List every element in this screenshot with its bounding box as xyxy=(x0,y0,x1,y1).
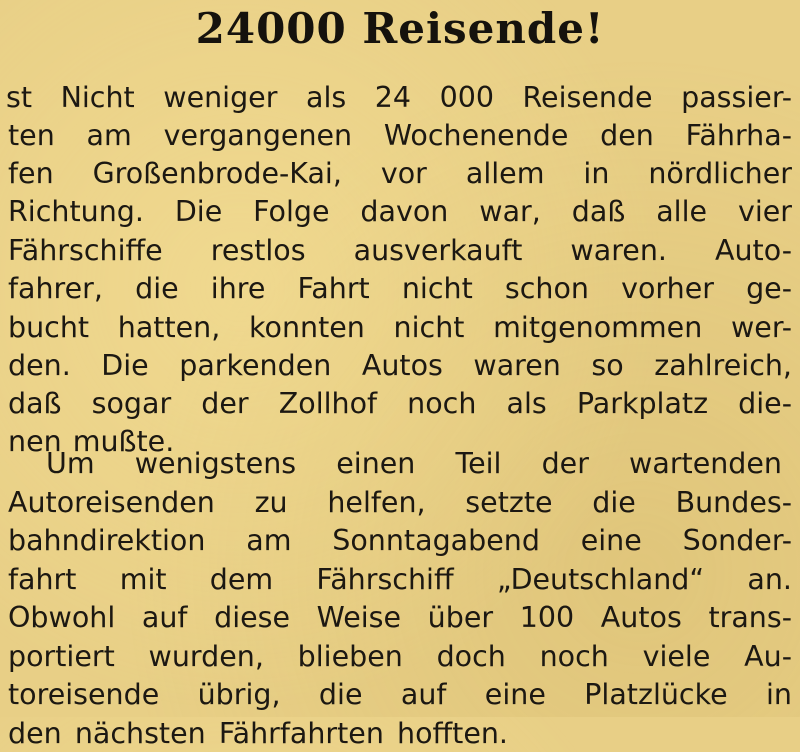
text-line: Autoreisenden zu helfen, setzte die Bundes- xyxy=(8,485,792,519)
text-line: Um wenigstens einen Teil der wartenden xyxy=(46,447,782,480)
text-line: daß sogar der Zollhof noch als Parkplatz die- xyxy=(8,387,792,420)
text-line: bucht hatten, konnten nicht mitgenommen wer- xyxy=(8,311,792,344)
text-line: ten am vergangenen Wochenende den Fährha- xyxy=(8,119,792,152)
text-line: fahrt mit dem Fährschiff „Deutschland“ an. xyxy=(8,562,792,596)
text-line: toreisende übrig, die auf eine Platzlücke in xyxy=(8,678,792,711)
article-headline: 24000 Reisende! xyxy=(195,4,605,53)
text-line: st Nicht weniger als 24 000 Reisende passier- xyxy=(6,81,792,114)
text-line: fahrer, die ihre Fahrt nicht schon vorher ge- xyxy=(8,272,792,305)
text-line: Richtung. Die Folge davon war, daß alle vier xyxy=(8,195,792,228)
text-line: Obwohl auf diese Weise über 100 Autos trans- xyxy=(8,601,792,634)
text-line: den. Die parkenden Autos waren so zahlreich, xyxy=(8,349,792,382)
text-line: portiert wurden, blieben doch noch viele Au- xyxy=(8,639,792,673)
text-line: den nächsten Fährfahrten hofften. xyxy=(8,716,508,750)
text-line: bahndirektion am Sonntagabend eine Sonder- xyxy=(8,524,792,557)
text-line: fen Großenbrode-Kai, vor allem in nördlicher xyxy=(8,157,792,190)
text-line: Fährschiffe restlos ausverkauft waren. Auto- xyxy=(8,234,792,267)
text-line: nen mußte. xyxy=(8,425,175,458)
